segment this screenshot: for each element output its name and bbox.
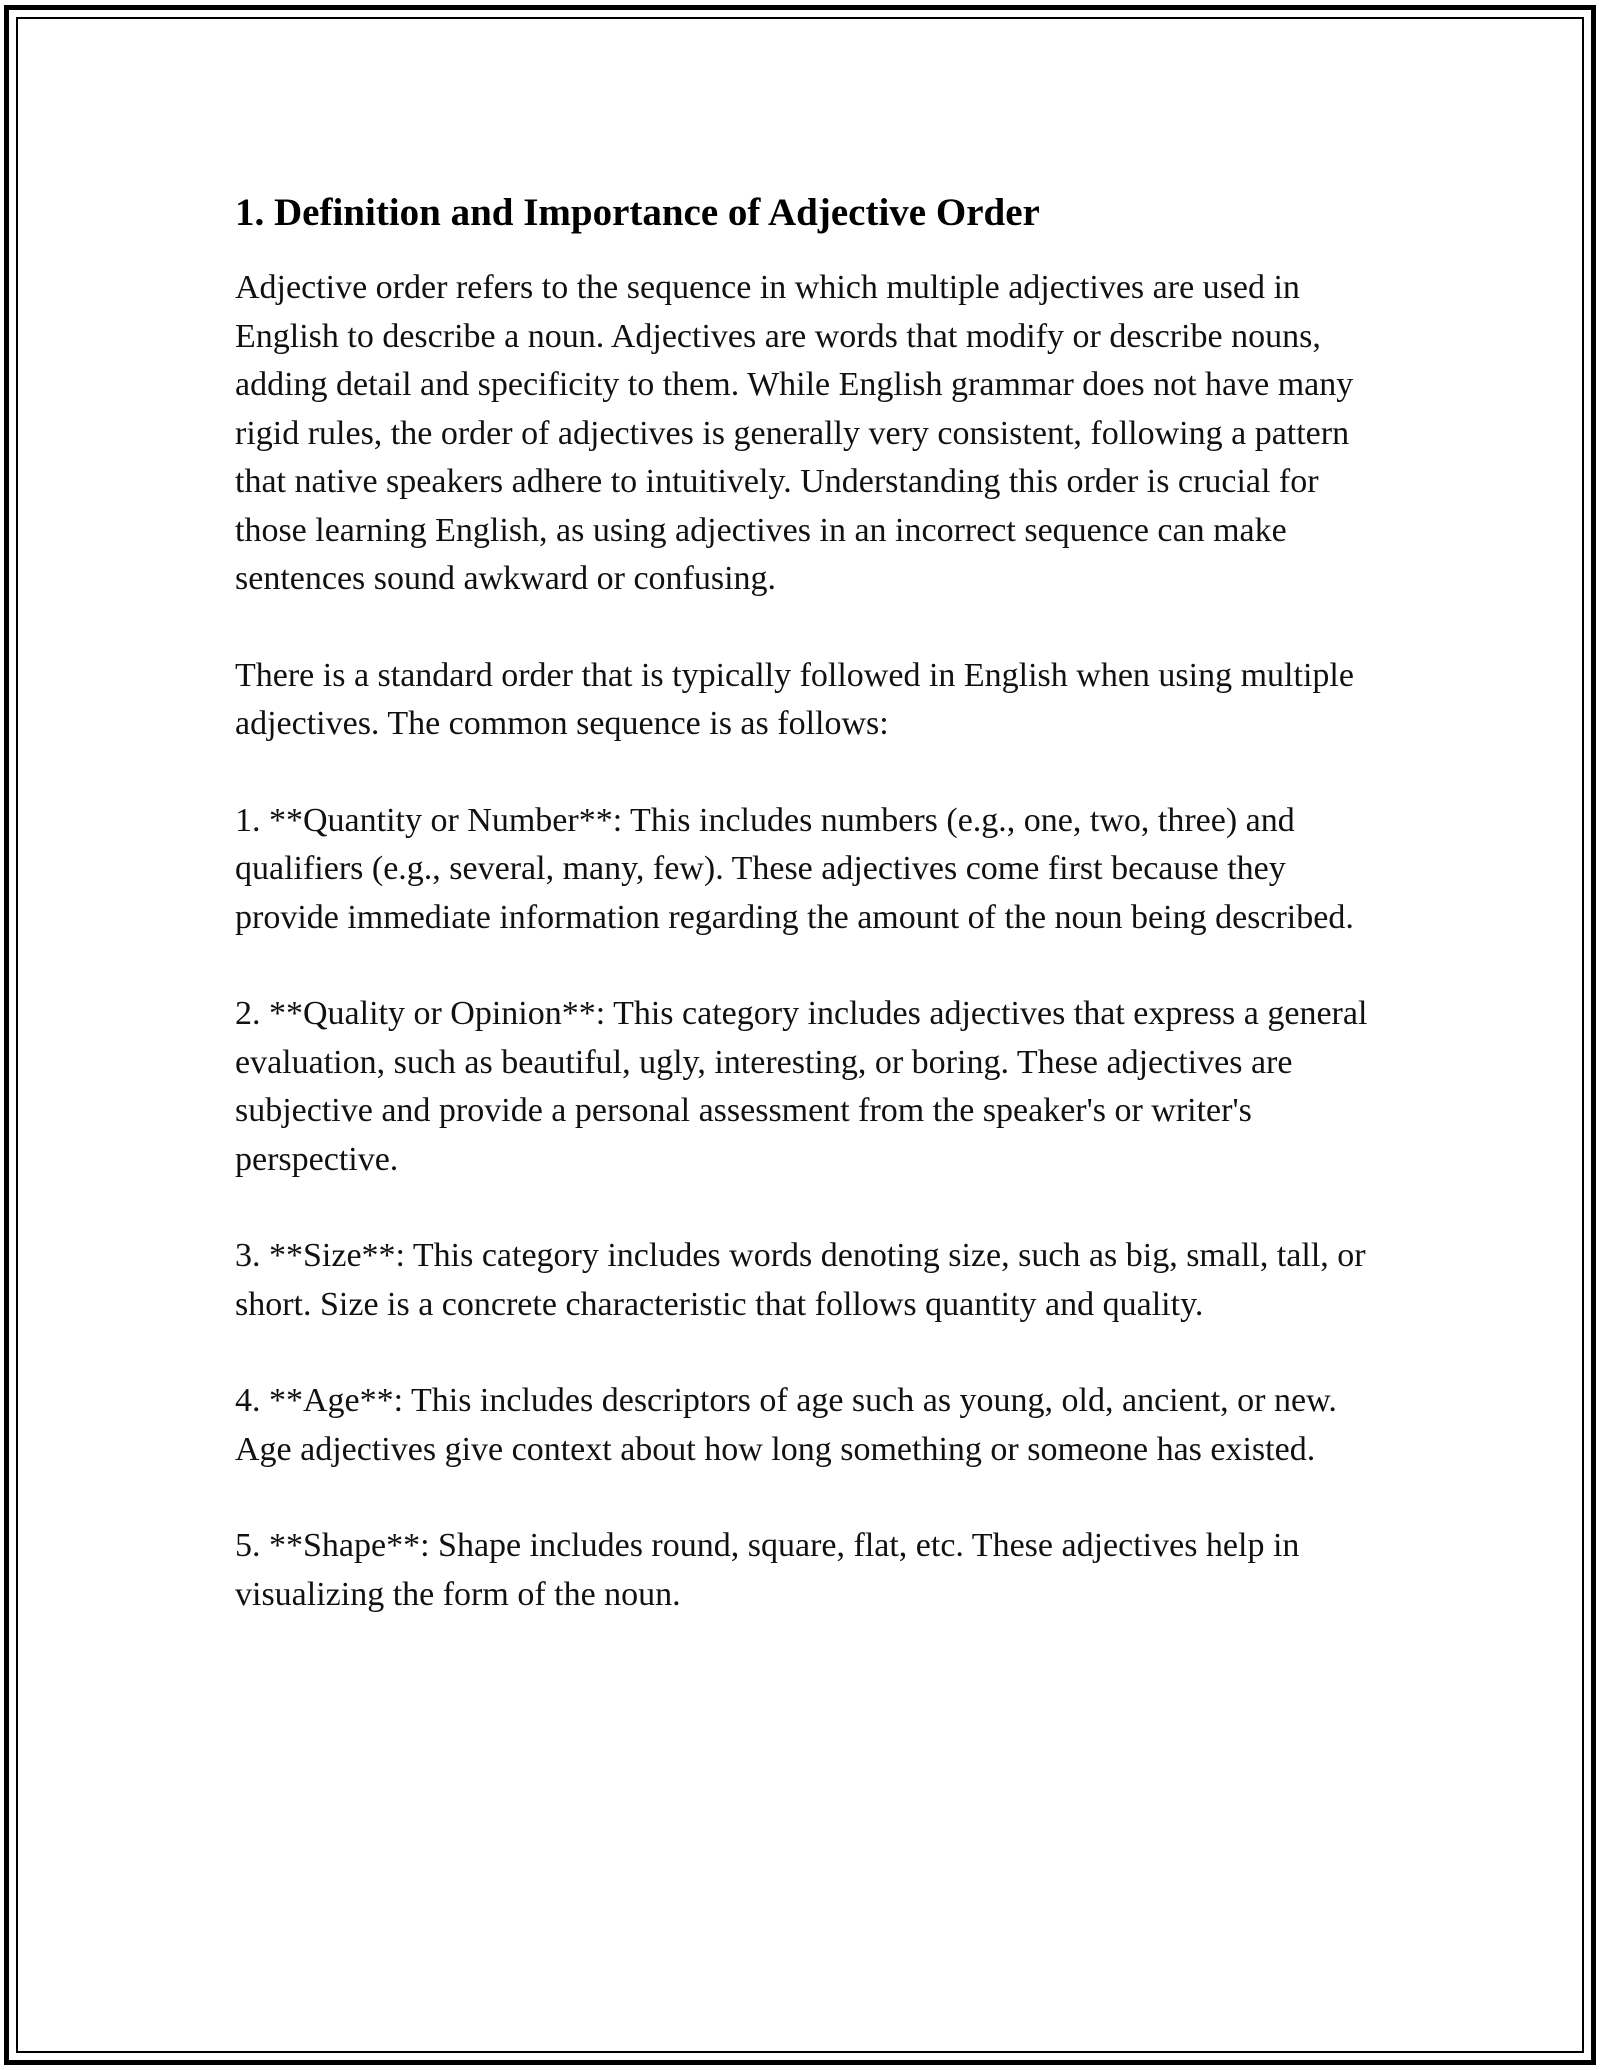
document-body [235, 186, 1375, 1667]
section-heading: 1. Definition and Importance of Adjective Order [235, 191, 1040, 234]
list-item-size: 3. **Size**: This category includes words denoting size, such as big, small, tall, or short. Size is a concrete characteristic that follows quantity and quality. [235, 1237, 1366, 1323]
list-item-shape: 5. **Shape**: Shape includes round, square, flat, etc. These adjectives help in visualizing the form of the noun. [235, 1527, 1300, 1613]
intro-paragraph: Adjective order refers to the sequence in which multiple adjectives are used in English to describe a noun. Adjectives are words that modify or describe nouns, adding detail and specificity to them. While English grammar does not have many rigid rules, the order of adjectives is generally very consistent, following a pattern that native speakers adhere to intuitively. Understanding this order is crucial for those learning English, as using adjectives in an incorrect sequence can make sentences sound awkward or confusing. [235, 269, 1354, 597]
list-item-age: 4. **Age**: This includes descriptors of age such as young, old, ancient, or new. Age adjectives give context about how long something or someone has existed. [235, 1382, 1337, 1468]
list-item-quantity: 1. **Quantity or Number**: This includes numbers (e.g., one, two, three) and qualifiers (e.g., several, many, few). These adjectives come first because they provide immediate information regarding the amount of the noun being described. [235, 801, 1354, 936]
sequence-intro-paragraph: There is a standard order that is typically followed in English when using multiple adjectives. The common sequence is as follows: [235, 656, 1354, 742]
list-item-quality: 2. **Quality or Opinion**: This category includes adjectives that express a general evaluation, such as beautiful, ugly, interesting, or boring. These adjectives are subjective and provide a personal assessment from the speaker's or writer's perspective. [235, 995, 1368, 1178]
